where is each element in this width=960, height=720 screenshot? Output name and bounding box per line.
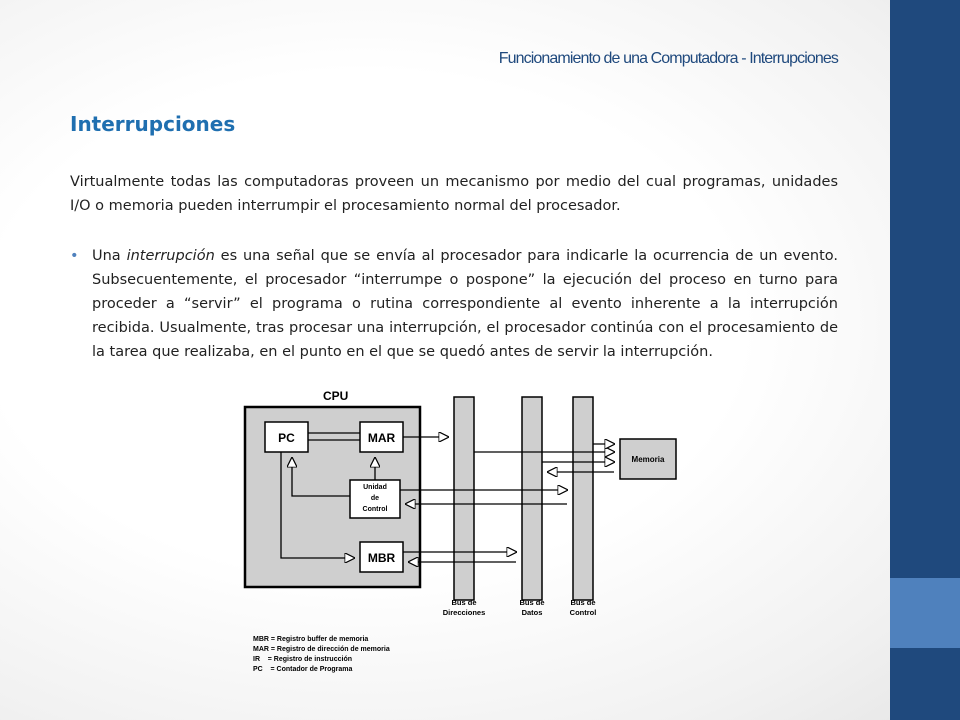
cpu-bus-diagram	[240, 380, 700, 680]
legend-item: PC = Contador de Programa	[253, 666, 353, 673]
bullet-dot-icon: •	[70, 248, 79, 264]
intro-paragraph: Virtualmente todas las computadoras proveen un mecanismo por medio del cual programas, unidades I/O o memoria pueden interrumpir el procesamiento normal del procesador.	[70, 174, 838, 214]
control-unit-line-2: de	[370, 495, 380, 502]
control-unit-line-3: Control	[362, 506, 388, 513]
mbr-register-label: MBR	[367, 551, 396, 565]
bus-address-label-1: Bus de	[451, 598, 477, 607]
legend-item: MBR = Registro buffer de memoria	[253, 636, 369, 643]
bus-data-label-2: Datos	[521, 608, 543, 617]
mar-register-label: MAR	[367, 431, 396, 445]
bullet-term: interrupción	[126, 248, 215, 264]
slide-title: Funcionamiento de una Computadora - Interrupciones	[498, 50, 838, 67]
legend	[253, 636, 390, 673]
bus-control-label-2: Control	[569, 608, 597, 617]
bullet-text	[92, 244, 838, 364]
memory-label: Memoria	[631, 455, 665, 464]
cpu-label: CPU	[323, 389, 349, 403]
sidebar-decoration	[890, 0, 960, 720]
bus-control	[573, 397, 593, 600]
bus-address-label-2: Direcciones	[442, 608, 486, 617]
legend-item: MAR = Registro de dirección de memoria	[253, 646, 390, 653]
bullet-prefix: Una	[92, 248, 127, 264]
control-unit-line-1: Unidad	[363, 484, 387, 491]
sidebar-accent-block	[890, 578, 960, 648]
bus-address	[454, 397, 474, 600]
bullet-item	[70, 244, 838, 364]
bus-data-label-1: Bus de	[519, 598, 545, 607]
pc-register-label: PC	[278, 431, 295, 445]
bullet-body: es una señal que se envía al procesador para indicarle la ocurrencia de un evento. Subsecuentemente, el procesador “interrumpe o pospone” la ejecución del proceso en turno para proceder a “servir” el programa o rutina correspondiente al evento inherente a la interrupción recibida. Usualmente, tras procesar una interrupción, el procesador continúa con el procesamiento de la tarea que realizaba, en el punto en el que se quedó antes de servir la interrupción.	[92, 248, 838, 360]
bus-data	[522, 397, 542, 600]
section-heading: Interrupciones	[70, 112, 236, 136]
bus-control-label-1: Bus de	[570, 598, 596, 607]
legend-item: IR = Registro de instrucción	[253, 656, 352, 663]
